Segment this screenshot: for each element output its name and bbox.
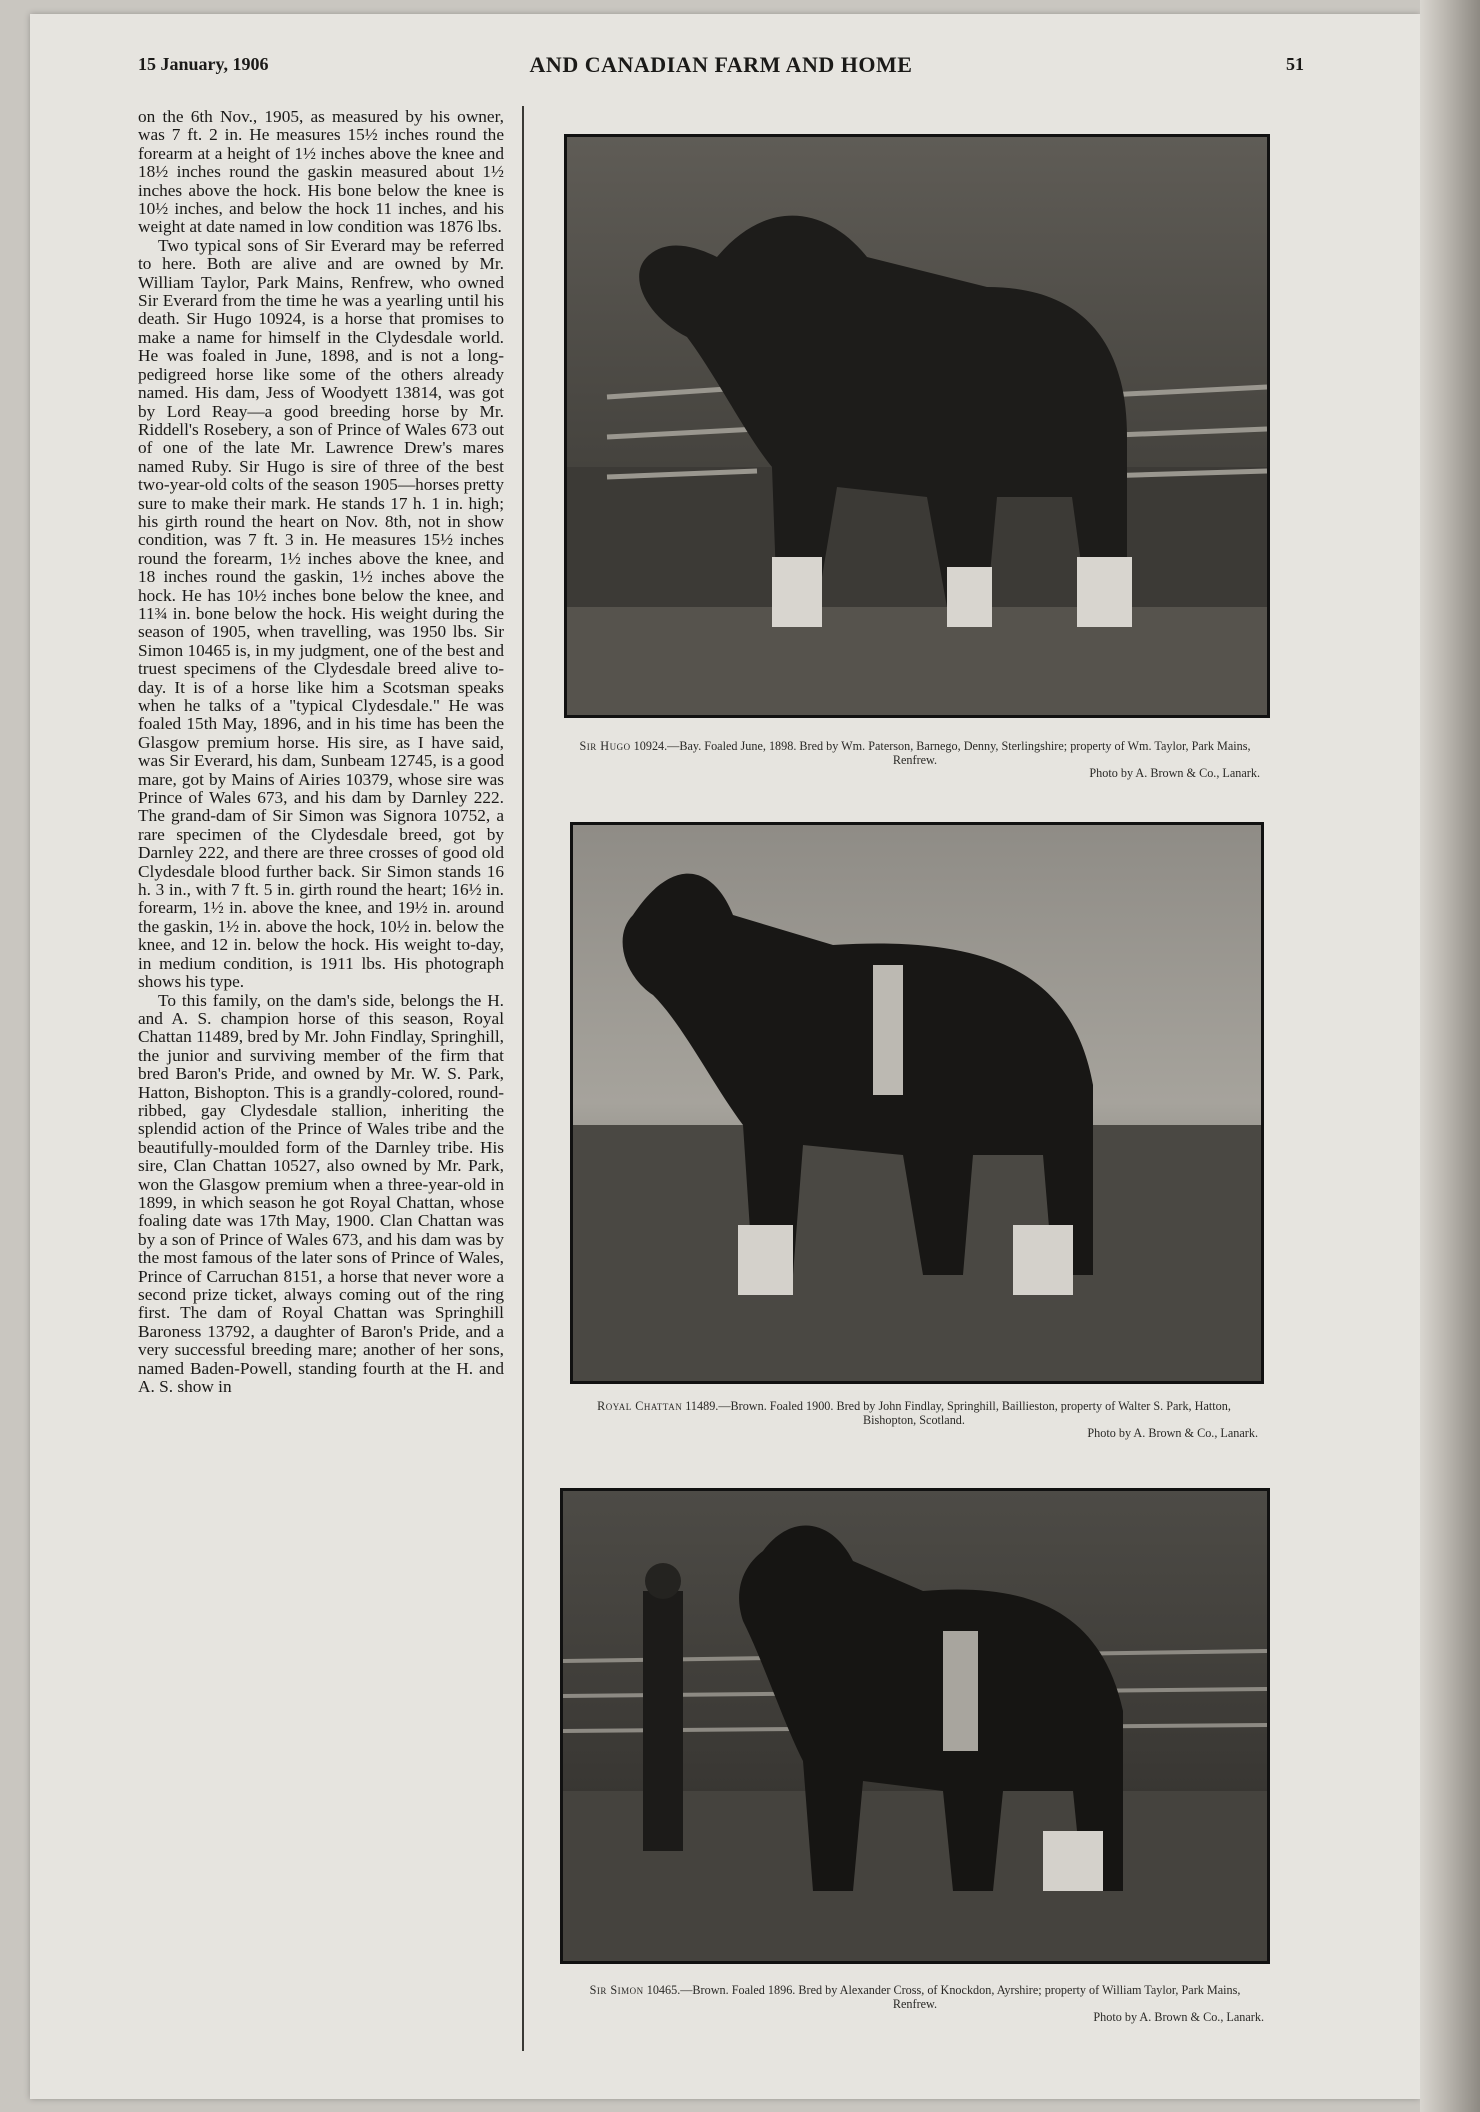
header-date: 15 January, 1906 <box>138 54 269 74</box>
page-number: 51 <box>1286 54 1304 74</box>
photo-credit: Photo by A. Brown & Co., Lanark. <box>1093 2010 1264 2025</box>
page-edge-shadow <box>1420 0 1480 2112</box>
photo-caption-sir-simon <box>566 1984 1264 2025</box>
photo-credit: Photo by A. Brown & Co., Lanark. <box>1087 1426 1258 1441</box>
photo-caption-royal-chattan <box>570 1400 1258 1441</box>
article-paragraph: on the 6th Nov., 1905, as measured by his owner, was 7 ft. 2 in. He measures 15½ inches round the forearm at a height of 1½ inches above the knee and 18½ inches round the gaskin measured about 1½ inches above the hock. His bone below the knee is 10½ inches, and below the hock 11 inches, and his weight at date named in low condition was 1876 lbs. <box>138 108 504 237</box>
caption-horse-name: Sir Simon <box>589 1983 644 1997</box>
photo-royal-chattan <box>570 822 1264 1384</box>
photo-sir-hugo <box>564 134 1270 718</box>
caption-horse-name: Sir Hugo <box>579 739 631 753</box>
caption-details: 11489.—Brown. Foaled 1900. Bred by John Findlay, Springhill, Baillieston, property of Walter S. Park, Hatton, Bishopton, Scotland. <box>682 1399 1231 1427</box>
article-paragraph: To this family, on the dam's side, belongs the H. and A. S. champion horse of this season, Royal Chattan 11489, bred by Mr. John Findlay, Springhill, the junior and surviving member of the firm that bred Baron's Pride, and owned by Mr. W. S. Park, Hatton, Bishopton. This is a grandly-colored, round-ribbed, gay Clydesdale stallion, inheriting the splendid action of the Prince of Wales tribe and the beautifully-moulded form of the Darnley tribe. His sire, Clan Chattan 10527, also owned by Mr. Park, won the Glasgow premium when a three-year-old in 1899, in which season he got Royal Chattan, whose foaling date was 17th May, 1900. Clan Chattan was by a son of Prince of Wales 673, and his dam was by the most famous of the later sons of Prince of Wales, Prince of Carruchan 8151, a horse that never wore a second prize ticket, always coming out of the ring first. The dam of Royal Chattan was Springhill Baroness 13792, a daughter of Baron's Pride, and a very successful breeding mare; another of her sons, named Baden-Powell, standing fourth at the H. and A. S. show in <box>138 990 504 1397</box>
horse-photo-image <box>567 137 1267 715</box>
photo-credit: Photo by A. Brown & Co., Lanark. <box>1089 766 1260 781</box>
page-header <box>138 52 1304 88</box>
article-paragraph: Two typical sons of Sir Everard may be referred to here. Both are alive and are owned by Mr. William Taylor, Park Mains, Renfrew, who owned Sir Everard from the time he was a yearling until his death. Sir Hugo 10924, is a horse that promises to make a name for himself in the Clydesdale world. He was foaled in June, 1898, and is not a long-pedigreed horse like some of the others already named. His dam, Jess of Woodyett 13814, was got by Lord Reay—a good breeding horse by Mr. Riddell's Rosebery, a son of Prince of Wales 673 out of one of the late Mr. Lawrence Drew's mares named Ruby. Sir Hugo is sire of three of the best two-year-old colts of the season 1905—horses pretty sure to make their mark. He stands 17 h. 1 in. high; his girth round the heart on Nov. 8th, not in show condition, was 7 ft. 3 in. He measures 15½ inches round the forearm, 1½ inches above the knee, and 18 inches round the gaskin, 1½ inches above the hock. He has 10½ inches bone below the knee, and 11¾ in. bone below the hock. His weight during the season of 1905, when travelling, was 1950 lbs. Sir Simon 10465 is, in my judgment, one of the best and truest specimens of the Clydesdale breed alive to-day. It is of a horse like him a Scotsman speaks when he talks of a "typical Clydesdale." He was foaled 15th May, 1896, and in his time has been the Glasgow premium horse. His sire, as I have said, was Sir Everard, his dam, Sunbeam 12745, is a good mare, got by Mains of Airies 10379, whose sire was Prince of Wales 673, and his dam by Darnley 222. The grand-dam of Sir Simon was Signora 10752, a rare specimen of the Clydesdale breed, got by Darnley 222, and there are three crosses of good old Clydesdale blood further back. Sir Simon stands 16 h. 3 in., with 7 ft. 5 in. girth round the heart; 16½ in. forearm, 1½ in. above the knee, and 19½ in. around the gaskin, 1½ in. above the hock, 10½ in. below the knee, and 12 in. below the hock. His weight to-day, in medium condition, is 1911 lbs. His photograph shows his type. <box>138 235 504 992</box>
horse-photo-image <box>563 1491 1267 1961</box>
caption-details: 10924.—Bay. Foaled June, 1898. Bred by Wm. Paterson, Barnego, Denny, Sterlingshire; property of Wm. Taylor, Park Mains, Renfrew. <box>630 739 1251 767</box>
photo-caption-sir-hugo <box>570 740 1260 781</box>
column-divider <box>522 106 524 2051</box>
horse-photo-image <box>573 825 1261 1381</box>
article-column <box>138 108 504 2068</box>
photo-sir-simon <box>560 1488 1270 1964</box>
header-title: AND CANADIAN FARM AND HOME <box>529 52 913 77</box>
caption-details: 10465.—Brown. Foaled 1896. Bred by Alexander Cross, of Knockdon, Ayrshire; property of William Taylor, Park Mains, Renfrew. <box>643 1983 1241 2011</box>
caption-horse-name: Royal Chattan <box>597 1399 683 1413</box>
